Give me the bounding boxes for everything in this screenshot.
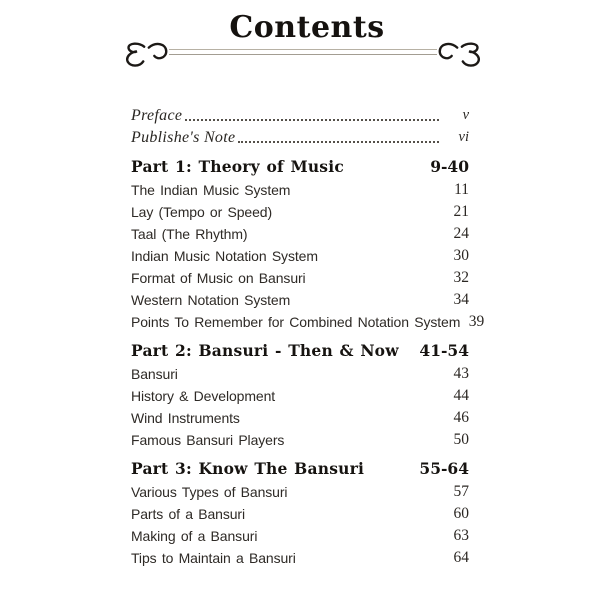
entry-title: Western Notation System [131, 292, 291, 308]
section-title: Part 2: Bansuri - Then & Now [131, 341, 399, 360]
entry-page-number: 30 [453, 247, 469, 264]
table-of-contents [131, 103, 485, 567]
entry-title: Lay (Tempo or Speed) [131, 204, 273, 220]
entry-title: Indian Music Notation System [131, 248, 318, 264]
section-title: Part 1: Theory of Music [131, 157, 344, 176]
toc-entry-row [131, 287, 469, 309]
front-matter-label: Preface [131, 107, 183, 124]
front-matter-label: Publishe's Note [131, 129, 236, 146]
entry-title: Points To Remember for Combined Notation System [131, 314, 461, 330]
entry-title: Tips to Maintain a Bansuri [131, 550, 296, 566]
entry-page-number: 34 [453, 291, 469, 308]
entry-title: The Indian Music System [131, 182, 291, 198]
toc-entry-row [131, 545, 469, 567]
toc-entry-row [131, 243, 469, 265]
toc-entry-row [131, 427, 469, 449]
toc-entry-row [131, 221, 469, 243]
toc-entry-row [131, 309, 485, 331]
entry-title: Bansuri [131, 366, 178, 382]
entry-page-number: 44 [453, 387, 469, 404]
entry-page-number: 64 [453, 549, 469, 566]
entry-page-number: 32 [453, 269, 469, 286]
entry-page-number: 11 [454, 181, 469, 198]
header-double-rule [169, 49, 437, 55]
toc-front-row [131, 103, 469, 125]
toc-section-header [131, 151, 469, 177]
toc-entry-row [131, 523, 469, 545]
entry-title: History & Development [131, 388, 276, 404]
entry-page-number: 21 [453, 203, 469, 220]
entry-page-number: 63 [453, 527, 469, 544]
toc-entry-row [131, 501, 469, 523]
section-title: Part 3: Know The Bansuri [131, 459, 365, 478]
entry-page-number: 46 [453, 409, 469, 426]
toc-front-row [131, 125, 469, 147]
entry-page-number: 50 [453, 431, 469, 448]
entry-title: Famous Bansuri Players [131, 432, 285, 448]
floral-swash-right-icon [437, 41, 483, 69]
toc-entry-row [131, 265, 469, 287]
entry-title: Various Types of Bansuri [131, 484, 288, 500]
entry-page-number: 43 [453, 365, 469, 382]
front-matter-page: vi [458, 129, 469, 145]
toc-entry-row [131, 383, 469, 405]
toc-section-header [131, 453, 469, 479]
floral-swash-left-icon [123, 41, 169, 69]
toc-entry-row [131, 405, 469, 427]
front-matter-page: v [462, 107, 469, 123]
entry-title: Making of a Bansuri [131, 528, 258, 544]
toc-section-header [131, 335, 469, 361]
entry-title: Format of Music on Bansuri [131, 270, 306, 286]
section-page-range: 9-40 [430, 157, 469, 176]
entry-title: Taal (The Rhythm) [131, 226, 248, 242]
dot-leader [238, 141, 439, 143]
entry-page-number: 57 [453, 483, 469, 500]
toc-entry-row [131, 177, 469, 199]
toc-entry-row [131, 199, 469, 221]
page-title: Contents [229, 10, 385, 45]
section-page-range: 41-54 [419, 341, 469, 360]
dot-leader [185, 119, 439, 121]
entry-title: Parts of a Bansuri [131, 506, 245, 522]
entry-title: Wind Instruments [131, 410, 240, 426]
entry-page-number: 39 [468, 313, 485, 330]
section-page-range: 55-64 [419, 459, 469, 478]
toc-entry-row [131, 479, 469, 501]
toc-entry-row [131, 361, 469, 383]
entry-page-number: 60 [453, 505, 469, 522]
entry-page-number: 24 [453, 225, 469, 242]
